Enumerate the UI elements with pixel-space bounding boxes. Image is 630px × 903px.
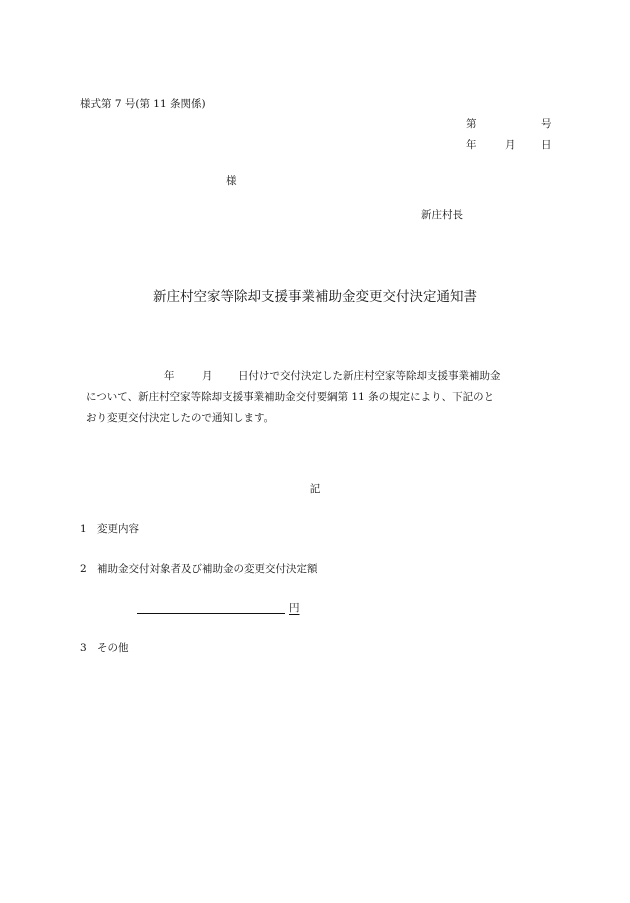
document-title: 新庄村空家等除却支援事業補助金変更交付決定通知書 xyxy=(153,289,477,305)
item-label: 補助金交付対象者及び補助金の変更交付決定額 xyxy=(97,563,318,575)
list-item xyxy=(80,643,129,654)
item-number: 2 xyxy=(80,563,87,575)
item-label: その他 xyxy=(97,642,129,654)
item-number: 3 xyxy=(80,642,87,654)
body-line-1: 日付けで交付決定した新庄村空家等除却支援事業補助金 xyxy=(238,370,501,382)
item-number: 1 xyxy=(80,523,87,535)
ki-heading: 記 xyxy=(309,483,321,495)
list-item xyxy=(80,564,318,575)
amount-unit: 円 xyxy=(289,602,300,614)
item-label: 変更内容 xyxy=(97,523,139,535)
list-item xyxy=(80,524,139,535)
document-number-prefix: 第 xyxy=(466,118,477,130)
form-number: 様式第 7 号(第 11 条関係) xyxy=(80,98,206,110)
body-date-year: 年 xyxy=(164,370,175,382)
date-year-label: 年 xyxy=(466,139,477,151)
issuer-name: 新庄村長 xyxy=(421,209,463,221)
addressee-honorific: 様 xyxy=(226,175,237,187)
body-line-2: について、新庄村空家等除却支援事業補助金交付要綱第 11 条の規定により、下記のと xyxy=(86,391,495,403)
amount-blank-line xyxy=(137,613,285,614)
date-day-label: 日 xyxy=(541,139,552,151)
body-line-3: おり変更交付決定したので通知します。 xyxy=(86,412,275,424)
document-number-suffix: 号 xyxy=(541,118,552,130)
date-month-label: 月 xyxy=(505,139,516,151)
body-date-month: 月 xyxy=(202,370,213,382)
